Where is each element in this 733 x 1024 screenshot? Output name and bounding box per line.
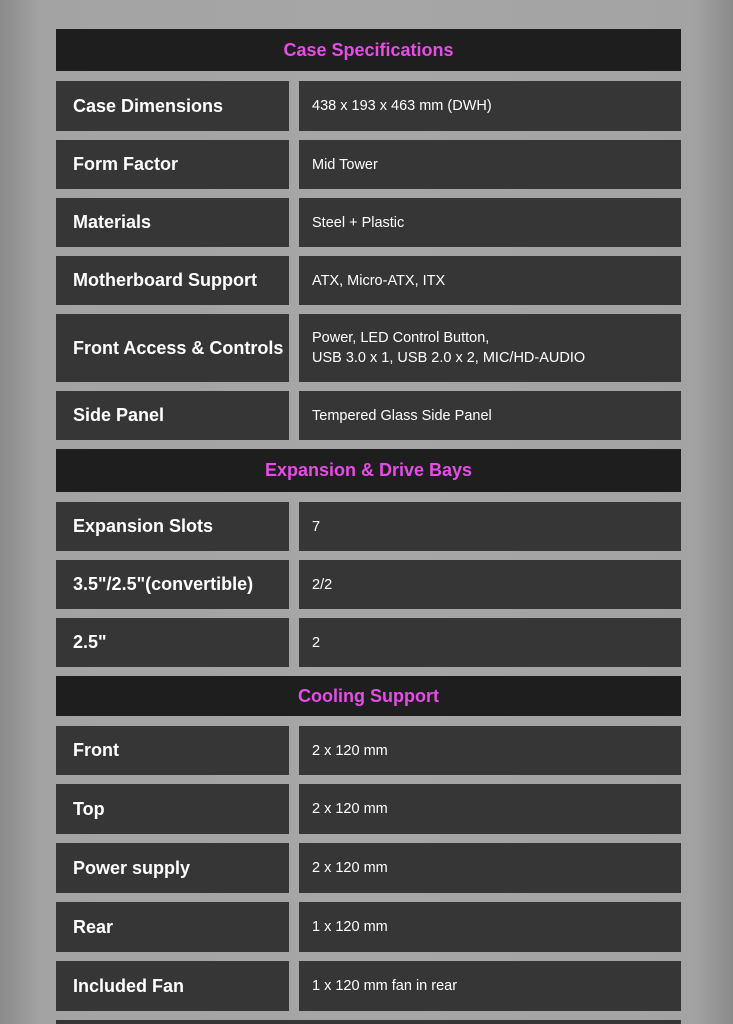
spec-value — [299, 618, 681, 667]
spec-row-front-access-controls — [56, 314, 681, 382]
spec-label: Rear — [56, 902, 289, 952]
spec-row-front — [56, 726, 681, 775]
spec-label: Motherboard Support — [56, 256, 289, 305]
spec-row-materials — [56, 198, 681, 247]
spec-value-line: Power, LED Control Button, — [312, 330, 490, 346]
spec-value — [299, 784, 681, 834]
spec-label: 2.5" — [56, 618, 289, 667]
spec-value — [299, 256, 681, 305]
spec-value — [299, 961, 681, 1011]
spec-value-line: Tempered Glass Side Panel — [312, 407, 492, 424]
spec-label: Case Dimensions — [56, 81, 289, 131]
spec-value-line: Steel + Plastic — [312, 214, 405, 231]
spec-value-line: 2 — [312, 634, 321, 651]
spec-value — [299, 314, 681, 382]
spec-value-line: 7 — [312, 518, 321, 535]
section-header-expansion-drive-bays: Expansion & Drive Bays — [56, 449, 681, 492]
spec-value-line: 2/2 — [312, 576, 333, 593]
spec-label: Front — [56, 726, 289, 775]
spec-label: 3.5"/2.5"(convertible) — [56, 560, 289, 609]
spec-row-form-factor — [56, 140, 681, 189]
spec-value — [299, 140, 681, 189]
spec-value — [299, 726, 681, 775]
spec-row-rear — [56, 902, 681, 952]
spec-row-included-fan — [56, 961, 681, 1011]
spec-label: Expansion Slots — [56, 502, 289, 551]
spec-row-2-5-bays — [56, 618, 681, 667]
spec-value-line: USB 3.0 x 1, USB 2.0 x 2, MIC/HD-AUDIO — [312, 350, 586, 366]
spec-value-line: 2 x 120 mm — [312, 801, 388, 817]
spec-value-line: 2 x 120 mm — [312, 742, 388, 759]
spec-value-line: 438 x 193 x 463 mm (DWH) — [312, 98, 492, 114]
spec-value-line: 1 x 120 mm fan in rear — [312, 978, 458, 994]
spec-row-side-panel — [56, 391, 681, 440]
spec-value-line: ATX, Micro-ATX, ITX — [312, 272, 446, 289]
spec-row-convertible-bays — [56, 560, 681, 609]
spec-value-line: Mid Tower — [312, 156, 378, 173]
spec-label: Top — [56, 784, 289, 834]
spec-value — [299, 902, 681, 952]
section-header-cooling-support: Cooling Support — [56, 676, 681, 716]
spec-row-motherboard-support — [56, 256, 681, 305]
spec-value — [299, 560, 681, 609]
spec-sheet — [56, 29, 681, 1020]
spec-value — [299, 502, 681, 551]
spec-value — [299, 843, 681, 893]
spec-label: Materials — [56, 198, 289, 247]
spec-value — [299, 198, 681, 247]
spec-row-expansion-slots — [56, 502, 681, 551]
spec-label: Included Fan — [56, 961, 289, 1011]
spec-label: Front Access & Controls — [56, 314, 289, 382]
spec-row-top — [56, 784, 681, 834]
spec-label: Power supply — [56, 843, 289, 893]
spec-row-power-supply — [56, 843, 681, 893]
spec-value — [299, 81, 681, 131]
spec-value — [299, 391, 681, 440]
next-row-edge — [56, 1020, 681, 1024]
spec-label: Side Panel — [56, 391, 289, 440]
spec-value-line: 2 x 120 mm — [312, 860, 388, 876]
spec-row-case-dimensions — [56, 81, 681, 131]
spec-value-line: 1 x 120 mm — [312, 919, 388, 935]
section-header-case-specifications: Case Specifications — [56, 29, 681, 71]
spec-label: Form Factor — [56, 140, 289, 189]
